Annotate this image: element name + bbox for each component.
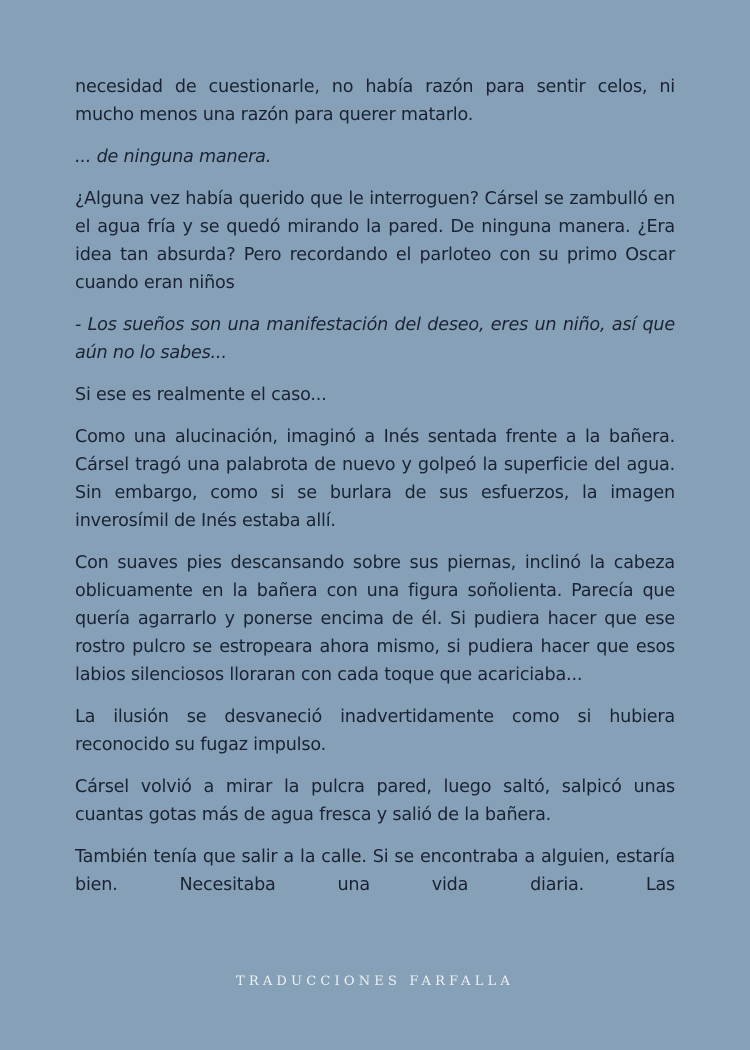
paragraph: necesidad de cuestionarle, no había razón para sentir celos, ni mucho menos una razón para querer matarlo.	[75, 77, 675, 125]
italic-paragraph: ... de ninguna manera.	[75, 147, 272, 167]
paragraph: Cársel volvió a mirar la pulcra pared, luego saltó, salpicó unas cuantas gotas más de agua fresca y salió de la bañera.	[75, 777, 675, 825]
paragraph: La ilusión se desvaneció inadvertidamente como si hubiera reconocido su fugaz impulso.	[75, 707, 675, 755]
page-body	[75, 73, 675, 913]
footer-credit: TRADUCCIONES FARFALLA	[235, 974, 514, 989]
paragraph: Como una alucinación, imaginó a Inés sentada frente a la bañera. Cársel tragó una palabrota de nuevo y golpeó la superficie del agua. Sin embargo, como si se burlara de sus esfuerzos, la imagen inverosímil de Inés estaba allí.	[75, 427, 675, 531]
paragraph: Si ese es realmente el caso...	[75, 385, 327, 405]
paragraph-continued: También tenía que salir a la calle. Si se encontraba a alguien, estaría bien. Necesitaba una vida diaria. Las	[75, 847, 675, 895]
italic-dialogue: - Los sueños son una manifestación del deseo, eres un niño, así que aún no lo sabes...	[75, 315, 675, 363]
paragraph: ¿Alguna vez había querido que le interroguen? Cársel se zambulló en el agua fría y se quedó mirando la pared. De ninguna manera. ¿Era idea tan absurda? Pero recordando el parloteo con su primo Oscar cuando eran niños	[75, 189, 675, 293]
paragraph: Con suaves pies descansando sobre sus piernas, inclinó la cabeza oblicuamente en la bañera con una figura soñolienta. Parecía que quería agarrarlo y ponerse encima de él. Si pudiera hacer que ese rostro pulcro se estropeara ahora mismo, si pudiera hacer que esos labios silenciosos lloraran con cada toque que acariciaba...	[75, 553, 675, 685]
